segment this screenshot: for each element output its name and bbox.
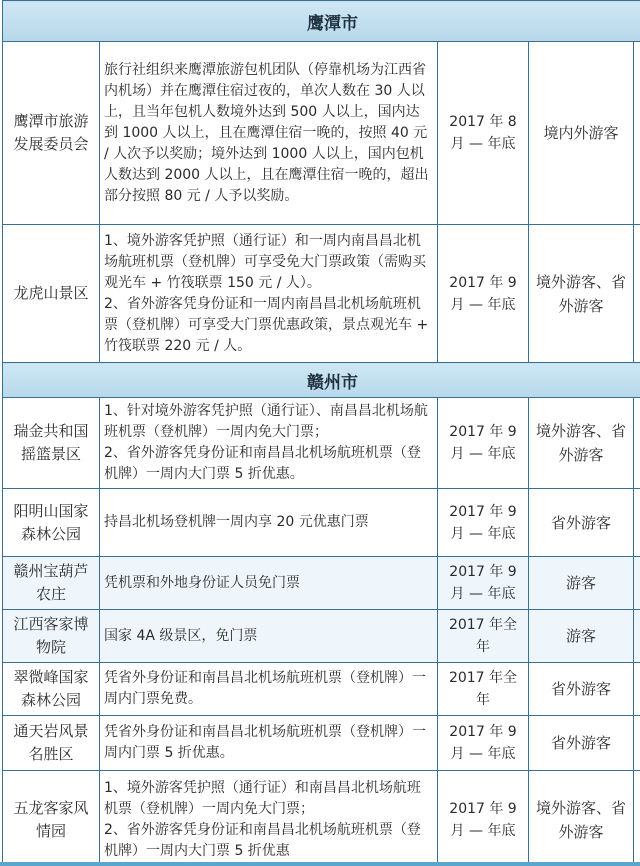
period-text: 2017 年 9 月 — 年底 <box>438 489 529 557</box>
period-text: 2017 年 9 月 — 年底 <box>438 557 529 610</box>
policy-text: 旅行社组织来鹰潭旅游包机团队（停靠机场为江西省内机场）并在鹰潭住宿过夜的，单次人数在 30 人以上，且当年包机人数境外达到 500 人以上，国内达到 1000 人以上，且在鹰潭住宿一晚的，按照 40 元 / 人次予以奖励；境外达到 1000 人以上，国内包机人数达到 2000 人以上，且在鹰潭住宿一晚的，超出部分按照 80 元 / 人予以奖励。 <box>100 42 438 225</box>
table-row <box>3 557 640 610</box>
org-name: 江西客家博物院 <box>3 610 100 663</box>
org-name: 鹰潭市旅游发展委员会 <box>3 42 100 225</box>
table-row <box>3 663 640 716</box>
policy-text: 1、针对境外游客凭护照（通行证）、南昌昌北机场航班机票（登机牌）一周内免大门票； 2、省外游客凭身份证和南昌昌北机场航班机票（登机牌）一周内大门票 5 折优惠。 <box>100 398 438 489</box>
extra-cell <box>634 398 640 489</box>
policy-text: 持昌北机场登机牌一周内享 20 元优惠门票 <box>100 489 438 557</box>
org-name: 通天岩风景名胜区 <box>3 716 100 771</box>
org-name: 赣州宝葫芦农庄 <box>3 557 100 610</box>
policy-text: 凭机票和外地身份证人员免门票 <box>100 557 438 610</box>
policy-text: 凭省外身份证和南昌昌北机场航班机票（登机牌）一周内门票免费。 <box>100 663 438 716</box>
target-text: 省外游客 <box>529 489 634 557</box>
target-text: 境外游客、省外游客 <box>529 225 634 363</box>
extra-cell <box>634 771 640 866</box>
extra-cell <box>634 225 640 363</box>
period-text: 2017 年全年 <box>438 610 529 663</box>
policy-text: 1、境外游客凭护照（通行证）和一周内南昌昌北机场航班机票（登机牌）可享受免大门票政策（需购买观光车 + 竹筏联票 150 元 / 人）。 2、省外游客凭身份证和一周内南昌昌北机场航班机票（登机牌）可享受大门票优惠政策，景点观光车 + 竹筏联票 220 元 / 人。 <box>100 225 438 363</box>
target-text: 游客 <box>529 610 634 663</box>
period-text: 2017 年 8 月 — 年底 <box>438 42 529 225</box>
org-name: 瑞金共和国摇篮景区 <box>3 398 100 489</box>
period-text: 2017 年 9 月 — 年底 <box>438 225 529 363</box>
target-text: 省外游客 <box>529 716 634 771</box>
section-header-yingtan <box>3 1 640 42</box>
target-text: 省外游客 <box>529 663 634 716</box>
extra-cell <box>634 663 640 716</box>
table-row <box>3 489 640 557</box>
target-text: 游客 <box>529 557 634 610</box>
table-row <box>3 42 640 225</box>
table-row <box>3 610 640 663</box>
period-text: 2017 年 9 月 — 年底 <box>438 398 529 489</box>
org-name: 五龙客家风情园 <box>3 771 100 866</box>
period-text: 2017 年 9 月 — 年底 <box>438 771 529 866</box>
policy-text: 凭省外身份证和南昌昌北机场航班机票（登机牌）一周内门票 5 折优惠。 <box>100 716 438 771</box>
org-name: 翠微峰国家森林公园 <box>3 663 100 716</box>
policy-table <box>2 0 640 866</box>
org-name: 龙虎山景区 <box>3 225 100 363</box>
org-name: 阳明山国家森林公园 <box>3 489 100 557</box>
policy-text: 国家 4A 级景区，免门票 <box>100 610 438 663</box>
section-title: 赣州市 <box>3 363 640 398</box>
period-text: 2017 年全年 <box>438 663 529 716</box>
extra-cell <box>634 610 640 663</box>
target-text: 境外游客、省外游客 <box>529 771 634 866</box>
extra-cell <box>634 557 640 610</box>
table-row <box>3 225 640 363</box>
policy-text: 1、境外游客凭护照（通行证）和南昌昌北机场航班机票（登机牌）一周内免大门票； 2、省外游客凭身份证和南昌昌北机场航班机票（登机牌）一周内大门票 5 折优惠 <box>100 771 438 866</box>
bottom-band <box>0 862 640 866</box>
table-row <box>3 771 640 866</box>
extra-cell <box>634 42 640 225</box>
target-text: 境内外游客 <box>529 42 634 225</box>
period-text: 2017 年 9 月 — 年底 <box>438 716 529 771</box>
extra-cell <box>634 489 640 557</box>
extra-cell <box>634 716 640 771</box>
section-title: 鹰潭市 <box>3 1 640 42</box>
table-row <box>3 398 640 489</box>
section-header-ganzhou <box>3 363 640 398</box>
target-text: 境外游客、省外游客 <box>529 398 634 489</box>
table-row <box>3 716 640 771</box>
